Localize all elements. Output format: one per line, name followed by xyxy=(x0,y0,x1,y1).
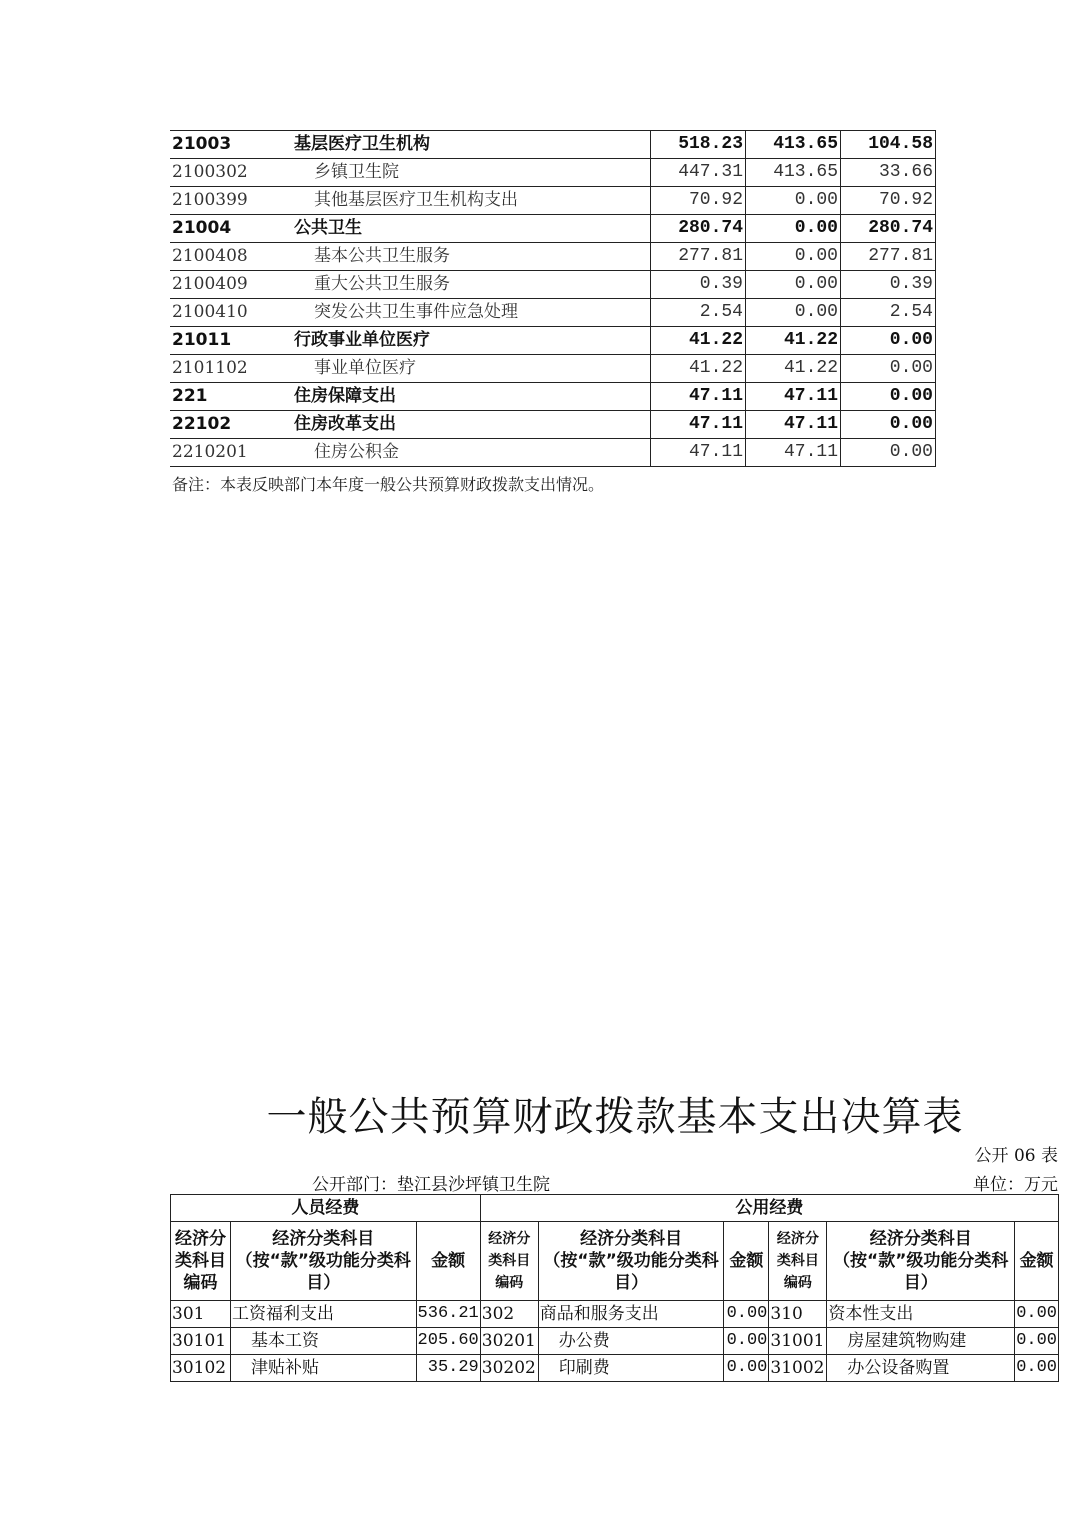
account-name: 行政事业单位医疗 xyxy=(292,327,651,355)
table-row xyxy=(170,215,936,243)
capital-amount: 0.00 xyxy=(1015,1301,1059,1328)
project-amount: 277.81 xyxy=(841,243,936,271)
table-row xyxy=(170,243,936,271)
total-amount: 70.92 xyxy=(651,187,746,215)
basic-amount: 47.11 xyxy=(746,411,841,439)
project-amount: 104.58 xyxy=(841,131,936,159)
total-amount: 47.11 xyxy=(651,439,746,467)
account-code: 2100408 xyxy=(170,243,292,271)
total-amount: 447.31 xyxy=(651,159,746,187)
account-name: 事业单位医疗 xyxy=(292,355,651,383)
account-code: 221 xyxy=(170,383,292,411)
public-item: 办公费 xyxy=(538,1328,724,1355)
account-name: 乡镇卫生院 xyxy=(292,159,651,187)
account-code: 21004 xyxy=(170,215,292,243)
table-row xyxy=(171,1328,1059,1355)
table-row xyxy=(170,271,936,299)
account-name: 住房公积金 xyxy=(292,439,651,467)
personnel-amount: 35.29 xyxy=(416,1355,480,1382)
total-amount: 47.11 xyxy=(651,383,746,411)
capital-code: 310 xyxy=(769,1301,827,1328)
capital-amount: 0.00 xyxy=(1015,1328,1059,1355)
account-name: 重大公共卫生服务 xyxy=(292,271,651,299)
capital-item: 办公设备购置 xyxy=(827,1355,1015,1382)
table-row xyxy=(170,383,936,411)
basic-expenditure-table xyxy=(170,1194,1059,1382)
basic-amount: 0.00 xyxy=(746,243,841,271)
header-amount-3: 金额 xyxy=(1015,1222,1059,1301)
project-amount: 0.00 xyxy=(841,411,936,439)
header-code-1: 经济分类科目编码 xyxy=(171,1222,231,1301)
personnel-item: 工资福利支出 xyxy=(230,1301,416,1328)
header-name-2: 经济分类科目（按“款”级功能分类科目） xyxy=(538,1222,724,1301)
personnel-code: 30101 xyxy=(171,1328,231,1355)
table-row xyxy=(170,299,936,327)
public-item: 商品和服务支出 xyxy=(538,1301,724,1328)
public-amount: 0.00 xyxy=(724,1301,769,1328)
unit-label: 单位：万元 xyxy=(973,1175,1058,1195)
project-amount: 70.92 xyxy=(841,187,936,215)
total-amount: 518.23 xyxy=(651,131,746,159)
capital-code: 31002 xyxy=(769,1355,827,1382)
capital-item: 房屋建筑物购建 xyxy=(827,1328,1015,1355)
table-row xyxy=(170,159,936,187)
basic-amount: 0.00 xyxy=(746,187,841,215)
header-amount-2: 金额 xyxy=(724,1222,769,1301)
table-row xyxy=(170,327,936,355)
personnel-amount: 536.21 xyxy=(416,1301,480,1328)
header-name-1: 经济分类科目（按“款”级功能分类科目） xyxy=(230,1222,416,1301)
project-amount: 0.00 xyxy=(841,439,936,467)
total-amount: 47.11 xyxy=(651,411,746,439)
personnel-code: 30102 xyxy=(171,1355,231,1382)
upper-expenditure-table xyxy=(170,130,936,467)
account-name: 住房改革支出 xyxy=(292,411,651,439)
personnel-group-header: 人员经费 xyxy=(171,1195,481,1222)
project-amount: 0.39 xyxy=(841,271,936,299)
header-name-3: 经济分类科目（按“款”级功能分类科目） xyxy=(827,1222,1015,1301)
table-row xyxy=(170,187,936,215)
basic-amount: 47.11 xyxy=(746,439,841,467)
capital-amount: 0.00 xyxy=(1015,1355,1059,1382)
account-code: 2100410 xyxy=(170,299,292,327)
capital-item: 资本性支出 xyxy=(827,1301,1015,1328)
account-code: 2100409 xyxy=(170,271,292,299)
table-row xyxy=(171,1355,1059,1382)
account-name: 住房保障支出 xyxy=(292,383,651,411)
capital-code: 31001 xyxy=(769,1328,827,1355)
personnel-item: 基本工资 xyxy=(230,1328,416,1355)
account-code: 2100399 xyxy=(170,187,292,215)
basic-amount: 47.11 xyxy=(746,383,841,411)
account-code: 2101102 xyxy=(170,355,292,383)
account-code: 2210201 xyxy=(170,439,292,467)
public-code: 302 xyxy=(480,1301,538,1328)
account-code: 21011 xyxy=(170,327,292,355)
table-row xyxy=(170,411,936,439)
basic-amount: 41.22 xyxy=(746,355,841,383)
account-code: 2100302 xyxy=(170,159,292,187)
personnel-code: 301 xyxy=(171,1301,231,1328)
table-row xyxy=(171,1301,1059,1328)
basic-amount: 0.00 xyxy=(746,271,841,299)
basic-amount: 0.00 xyxy=(746,299,841,327)
table-row xyxy=(170,355,936,383)
basic-amount: 41.22 xyxy=(746,327,841,355)
account-name: 突发公共卫生事件应急处理 xyxy=(292,299,651,327)
project-amount: 2.54 xyxy=(841,299,936,327)
account-code: 22102 xyxy=(170,411,292,439)
form-number: 公开 06 表 xyxy=(974,1146,1058,1166)
public-code: 30201 xyxy=(480,1328,538,1355)
public-amount: 0.00 xyxy=(724,1355,769,1382)
total-amount: 277.81 xyxy=(651,243,746,271)
table-row xyxy=(170,439,936,467)
project-amount: 0.00 xyxy=(841,383,936,411)
personnel-item: 津贴补贴 xyxy=(230,1355,416,1382)
public-group-header: 公用经费 xyxy=(480,1195,1058,1222)
table-row xyxy=(170,131,936,159)
public-code: 30202 xyxy=(480,1355,538,1382)
department-label: 公开部门：垫江县沙坪镇卫生院 xyxy=(312,1175,550,1195)
project-amount: 280.74 xyxy=(841,215,936,243)
account-name: 基层医疗卫生机构 xyxy=(292,131,651,159)
account-name: 公共卫生 xyxy=(292,215,651,243)
account-name: 其他基层医疗卫生机构支出 xyxy=(292,187,651,215)
header-code-3: 经济分类科目编码 xyxy=(769,1222,827,1301)
project-amount: 0.00 xyxy=(841,327,936,355)
personnel-amount: 205.60 xyxy=(416,1328,480,1355)
header-code-2: 经济分类科目编码 xyxy=(480,1222,538,1301)
total-amount: 41.22 xyxy=(651,327,746,355)
table-note: 备注：本表反映部门本年度一般公共预算财政拨款支出情况。 xyxy=(172,475,605,494)
account-code: 21003 xyxy=(170,131,292,159)
header-amount-1: 金额 xyxy=(416,1222,480,1301)
page-title: 一般公共预算财政拨款基本支出决算表 xyxy=(266,1094,964,1140)
basic-amount: 413.65 xyxy=(746,131,841,159)
basic-amount: 0.00 xyxy=(746,215,841,243)
total-amount: 280.74 xyxy=(651,215,746,243)
public-amount: 0.00 xyxy=(724,1328,769,1355)
total-amount: 2.54 xyxy=(651,299,746,327)
project-amount: 33.66 xyxy=(841,159,936,187)
public-item: 印刷费 xyxy=(538,1355,724,1382)
project-amount: 0.00 xyxy=(841,355,936,383)
account-name: 基本公共卫生服务 xyxy=(292,243,651,271)
basic-amount: 413.65 xyxy=(746,159,841,187)
total-amount: 41.22 xyxy=(651,355,746,383)
total-amount: 0.39 xyxy=(651,271,746,299)
